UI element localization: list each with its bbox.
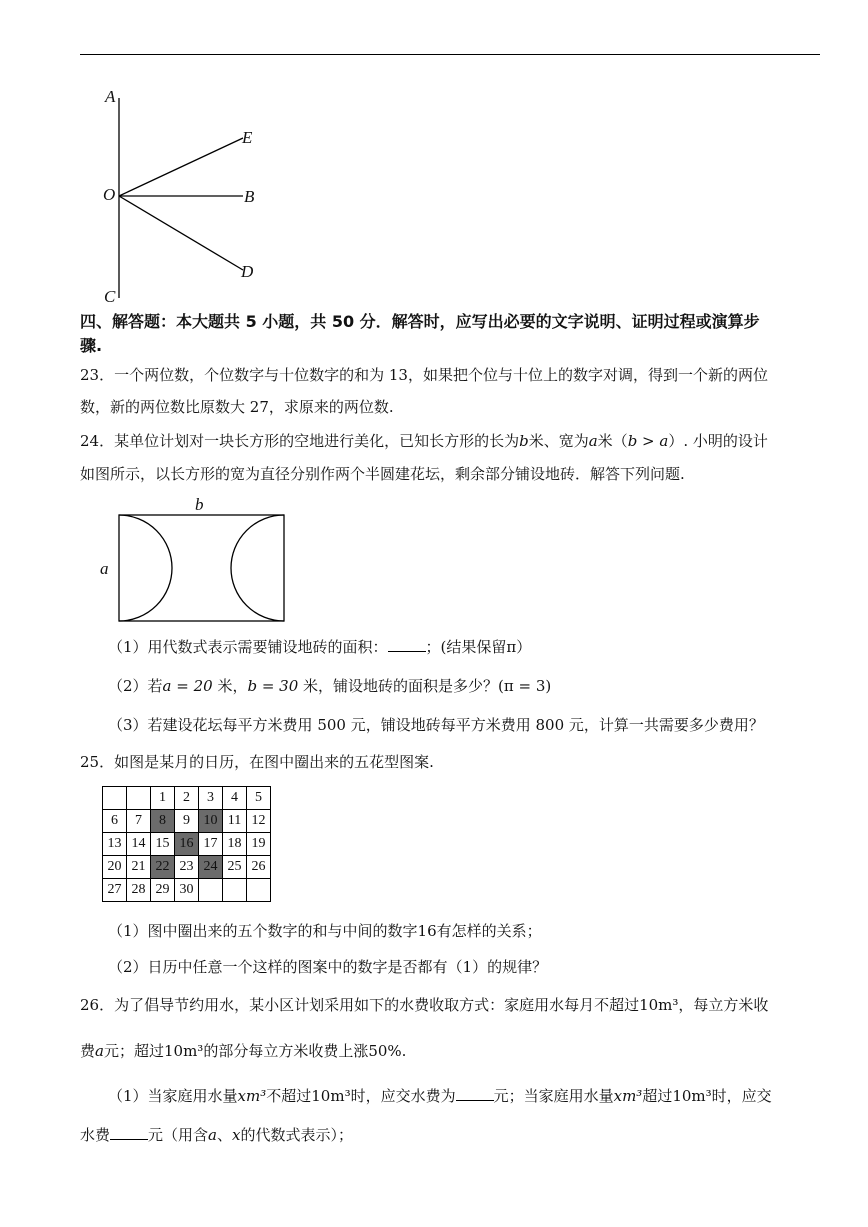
q23-line1: 23．一个两位数，个位数字与十位数字的和为 13，如果把个位与十位上的数字对调，得到一个新的两位 <box>80 366 768 384</box>
calendar-cell: 26 <box>247 856 271 879</box>
calendar-cell: 2 <box>175 787 199 810</box>
section-heading-line1: 四、解答题：本大题共 5 小题，共 50 分．解答时，应写出必要的文字说明、证明过程或演算步 <box>80 312 760 331</box>
q23-line2: 数，新的两位数比原数大 27，求原来的两位数. <box>80 398 394 416</box>
label-A: A <box>105 87 116 106</box>
calendar-cell: 29 <box>151 879 175 902</box>
q24-line2: 如图所示，以长方形的宽为直径分别作两个半圆建花坛，剩余部分铺设地砖．解答下列问题. <box>80 465 685 483</box>
calendar-cell: 18 <box>223 833 247 856</box>
label-E: E <box>242 128 253 147</box>
calendar-cell: 1 <box>151 787 175 810</box>
calendar-cell: 27 <box>103 879 127 902</box>
q25-line1: 25．如图是某月的日历，在图中圈出来的五花型图案. <box>80 753 434 771</box>
calendar-cell: 16 <box>175 833 199 856</box>
label-O: O <box>103 185 116 204</box>
calendar-row <box>103 856 271 879</box>
q26-line2: 费a元；超过10m³的部分每立方米收费上涨50%. <box>80 1042 407 1060</box>
calendar-cell: 14 <box>127 833 151 856</box>
calendar-cell <box>223 879 247 902</box>
answer-blank[interactable] <box>456 1086 494 1101</box>
calendar-cell: 19 <box>247 833 271 856</box>
q24-part1: （1）用代数式表示需要铺设地砖的面积： ；(结果保留π） <box>108 638 532 656</box>
calendar-cell: 23 <box>175 856 199 879</box>
calendar-cell <box>199 879 223 902</box>
q26-part1-line2: 水费 元（用含a、x的代数式表示）； <box>80 1126 353 1144</box>
label-a: a <box>100 559 109 578</box>
calendar-cell <box>103 787 127 810</box>
label-B: B <box>244 187 255 206</box>
section-heading-line2: 骤. <box>80 336 103 355</box>
angle-figure <box>95 80 275 310</box>
calendar-cell: 22 <box>151 856 175 879</box>
calendar-row <box>103 833 271 856</box>
calendar-cell: 11 <box>223 810 247 833</box>
label-b: b <box>195 495 204 514</box>
calendar-table <box>102 786 271 902</box>
calendar-cell <box>247 879 271 902</box>
ray-OE <box>119 138 243 196</box>
rectangle-semicircle-figure <box>98 492 293 624</box>
calendar-row <box>103 879 271 902</box>
q26-line1: 26．为了倡导节约用水，某小区计划采用如下的水费收取方式：家庭用水每月不超过10m³，每立方米收 <box>80 996 769 1014</box>
right-semicircle <box>231 515 284 621</box>
q26-part1-line1: （1）当家庭用水量xm³不超过10m³时，应交水费为 元；当家庭用水量xm³超过10m³时，应交 <box>108 1087 772 1105</box>
left-semicircle <box>119 515 172 621</box>
ray-OD <box>119 196 243 270</box>
calendar-cell: 15 <box>151 833 175 856</box>
calendar-row <box>103 787 271 810</box>
answer-blank[interactable] <box>110 1125 148 1140</box>
label-C: C <box>104 287 116 306</box>
q24-part3: （3）若建设花坛每平方米费用 500 元，铺设地砖每平方米费用 800 元，计算一共需要多少费用？ <box>108 716 764 734</box>
calendar-cell: 20 <box>103 856 127 879</box>
calendar-cell: 17 <box>199 833 223 856</box>
calendar-cell: 7 <box>127 810 151 833</box>
q25-part2: （2）日历中任意一个这样的图案中的数字是否都有（1）的规律？ <box>108 958 548 976</box>
calendar-cell: 4 <box>223 787 247 810</box>
calendar-cell: 5 <box>247 787 271 810</box>
label-D: D <box>241 262 254 281</box>
header-rule <box>80 54 820 55</box>
calendar-cell: 6 <box>103 810 127 833</box>
calendar-cell: 8 <box>151 810 175 833</box>
q24-part2: （2）若a = 20 米，b = 30 米，铺设地砖的面积是多少？(π = 3) <box>108 677 552 695</box>
calendar-cell <box>127 787 151 810</box>
q25-part1: （1）图中圈出来的五个数字的和与中间的数字16有怎样的关系； <box>108 922 542 940</box>
calendar-cell: 12 <box>247 810 271 833</box>
rectangle <box>119 515 284 621</box>
q24-line1: 24．某单位计划对一块长方形的空地进行美化，已知长方形的长为b米、宽为a米（b > a）. 小明的设计 <box>80 432 768 450</box>
calendar-cell: 25 <box>223 856 247 879</box>
calendar-cell: 3 <box>199 787 223 810</box>
calendar-cell: 24 <box>199 856 223 879</box>
calendar-cell: 10 <box>199 810 223 833</box>
calendar-cell: 13 <box>103 833 127 856</box>
calendar-cell: 30 <box>175 879 199 902</box>
calendar-cell: 21 <box>127 856 151 879</box>
calendar-row <box>103 810 271 833</box>
calendar-cell: 9 <box>175 810 199 833</box>
calendar-cell: 28 <box>127 879 151 902</box>
answer-blank[interactable] <box>388 637 426 652</box>
